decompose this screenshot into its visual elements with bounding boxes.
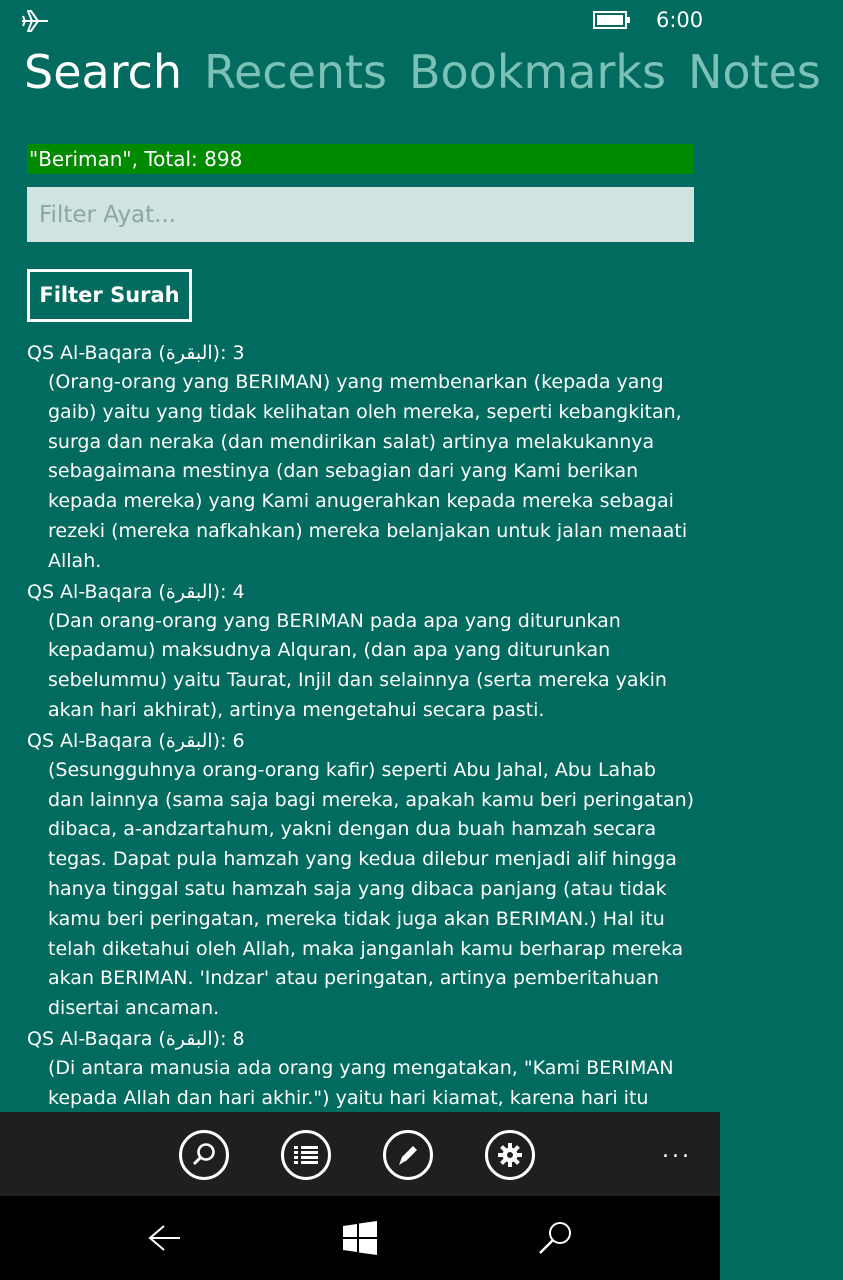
filter-ayat-input[interactable] — [27, 187, 694, 242]
settings-button[interactable] — [485, 1130, 535, 1180]
verse-text: (Orang-orang yang BERIMAN) yang membenarkan (kepada yang gaib) yaitu yang tidak kelihatan oleh mereka, seperti kebangkitan, surga dan neraka (dan mendirikan salat) artinya melakukannya sebagaimana mestinya (dan sebagian dari yang Kami berikan kepada mereka) yang Kami anugerahkan kepada mereka sebagai rezeki (mereka nafkahkan) mereka belanjakan untuk jalan menaati Allah. — [48, 371, 688, 572]
search-summary: "Beriman", Total: 898 — [27, 144, 694, 174]
verse-text: (Di antara manusia ada orang yang mengatakan, "Kami BERIMAN kepada Allah dan hari akhir.") yaitu hari kiamat, karena hari itu — [48, 1056, 674, 1109]
edit-note-button[interactable] — [383, 1130, 433, 1180]
pencil-icon — [395, 1142, 421, 1168]
windows-start-icon[interactable] — [340, 1218, 380, 1258]
tab-notes[interactable]: Notes — [688, 45, 821, 99]
list-item[interactable] — [27, 338, 697, 577]
search-button[interactable] — [179, 1130, 229, 1180]
airplane-mode-icon — [20, 8, 50, 34]
battery-icon — [593, 11, 631, 29]
more-options-button[interactable]: ... — [662, 1138, 692, 1163]
list-item[interactable] — [27, 577, 697, 726]
status-bar — [0, 0, 720, 44]
list-item[interactable] — [27, 726, 697, 1024]
filter-surah-button[interactable]: Filter Surah — [27, 269, 192, 322]
clock: 6:00 — [656, 8, 704, 32]
system-nav-bar — [0, 1196, 720, 1280]
tab-bookmarks[interactable]: Bookmarks — [409, 45, 666, 99]
verse-reference: QS Al-Baqara (البقرة): 4 — [27, 580, 245, 603]
list-button[interactable] — [281, 1130, 331, 1180]
results-list[interactable] — [27, 338, 697, 1112]
search-icon[interactable] — [536, 1218, 576, 1258]
list-item[interactable] — [27, 1024, 697, 1114]
gear-icon — [496, 1141, 524, 1169]
verse-text: (Sesungguhnya orang-orang kafir) seperti Abu Jahal, Abu Lahab dan lainnya (sama saja bagi mereka, apakah kamu beri peringatan) dibaca, a-andzartahum, yakni dengan dua buah hamzah secara tegas. Dapat pula hamzah yang kedua dilebur menjadi alif hingga hanya tinggal satu hamzah saja yang dibaca panjang (atau tidak kamu beri peringatan, mereka tidak juga akan BERIMAN.) Hal itu telah diketahui oleh Allah, maka janganlah kamu berharap mereka akan BERIMAN. 'Indzar' atau peringatan, artinya pemberitahuan disertai ancaman. — [48, 758, 695, 1020]
list-icon — [293, 1144, 319, 1166]
verse-reference: QS Al-Baqara (البقرة): 8 — [27, 1027, 245, 1050]
verse-text: (Dan orang-orang yang BERIMAN pada apa yang diturunkan kepadamu) maksudnya Alquran, (dan apa yang diturunkan sebelummu) yaitu Taurat, Injil dan selainnya (serta mereka yakin akan hari akhirat), artinya mengetahui secara pasti. — [48, 609, 667, 721]
back-icon[interactable] — [144, 1218, 184, 1258]
pivot-header — [24, 44, 843, 100]
tab-recents[interactable]: Recents — [204, 45, 387, 99]
verse-reference: QS Al-Baqara (البقرة): 3 — [27, 342, 245, 364]
app-bar — [0, 1112, 720, 1196]
search-icon — [190, 1141, 218, 1169]
tab-search[interactable]: Search — [24, 45, 183, 99]
verse-reference: QS Al-Baqara (البقرة): 6 — [27, 729, 245, 752]
